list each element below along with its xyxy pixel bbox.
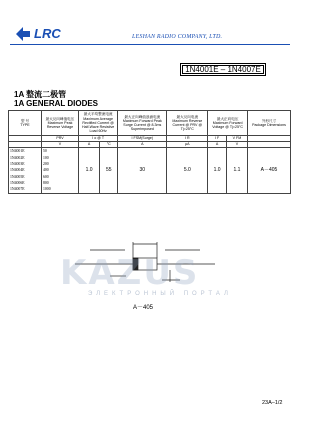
watermark-subtitle: ЭЛЕКТРОННЫЙ ПОРТАЛ [88, 291, 232, 297]
voltage-item: 600 [43, 174, 49, 179]
title-english: 1A GENERAL DIODES [14, 99, 99, 108]
header-package: 外形尺寸 Package Dimensions [248, 111, 291, 136]
header-ir: 最大反向电流 Maximum Reverse Current @ PRV @ Tj=25°C [167, 111, 208, 136]
type-item: 1N4005E [10, 174, 25, 179]
header-io: 最大平均整流电流 Maximum Average Rectified Current @ Half-Wave Resistive Load 60Hz [79, 111, 118, 136]
ir-value: 5.0 [167, 148, 208, 194]
symbol-row: PRV I o @ T I FSM(Surge) I R I F V FM [9, 136, 291, 142]
voltage-item: 400 [43, 168, 49, 173]
voltage-item: 800 [43, 180, 49, 185]
voltage-item: 50 [43, 149, 47, 154]
title-chinese: 1A 整流二极管 [14, 90, 67, 99]
vfm-value: 1.1 [226, 148, 247, 194]
io-value: 1.0 [79, 148, 100, 194]
header-rule [10, 44, 290, 45]
voltage-list [42, 148, 79, 194]
page-footer: 23A–1/2 [262, 400, 283, 406]
header-surge: 最大正向峰值浪涌电流 Maximum Forward Peak Surge Current @ 8.3ms Superimposed [118, 111, 167, 136]
watermark: KAZUS [60, 253, 200, 293]
lrc-logo [14, 24, 74, 42]
header-type: 型 号 TYPE [9, 111, 42, 136]
table-header-row [9, 111, 291, 136]
surge-value: 30 [118, 148, 167, 194]
type-item: 1N4003E [10, 162, 25, 167]
header [0, 0, 300, 44]
package-label: A－405 [133, 305, 154, 311]
type-item: 1N4004E [10, 168, 25, 173]
type-item: 1N4007E [10, 187, 25, 192]
if-value: 1.0 [208, 148, 227, 194]
header-prv: 最大反向峰值电压 Maximum Peak Reverse Voltage [42, 111, 79, 136]
spec-table [8, 110, 291, 194]
part-range: 1N4001E – 1N4007E [180, 63, 266, 76]
type-item: 1N4001E [10, 149, 25, 154]
header-vfm: 最大正向电压 Maximum Forward Voltage @ Tj=25°C [208, 111, 248, 136]
company-name: LESHAN RADIO COMPANY, LTD. [132, 34, 223, 40]
package-value: A－405 [248, 148, 291, 194]
type-list [9, 148, 42, 194]
table-data-row [9, 148, 291, 194]
voltage-item: 100 [43, 155, 49, 160]
voltage-item: 1000 [43, 187, 51, 192]
type-item: 1N4006E [10, 180, 25, 185]
voltage-item: 200 [43, 162, 49, 167]
type-item: 1N4002E [10, 155, 25, 160]
temp-value: 55 [100, 148, 118, 194]
unit-row: V A °C A μA A V [9, 142, 291, 148]
logo-text: LRC [34, 26, 61, 41]
